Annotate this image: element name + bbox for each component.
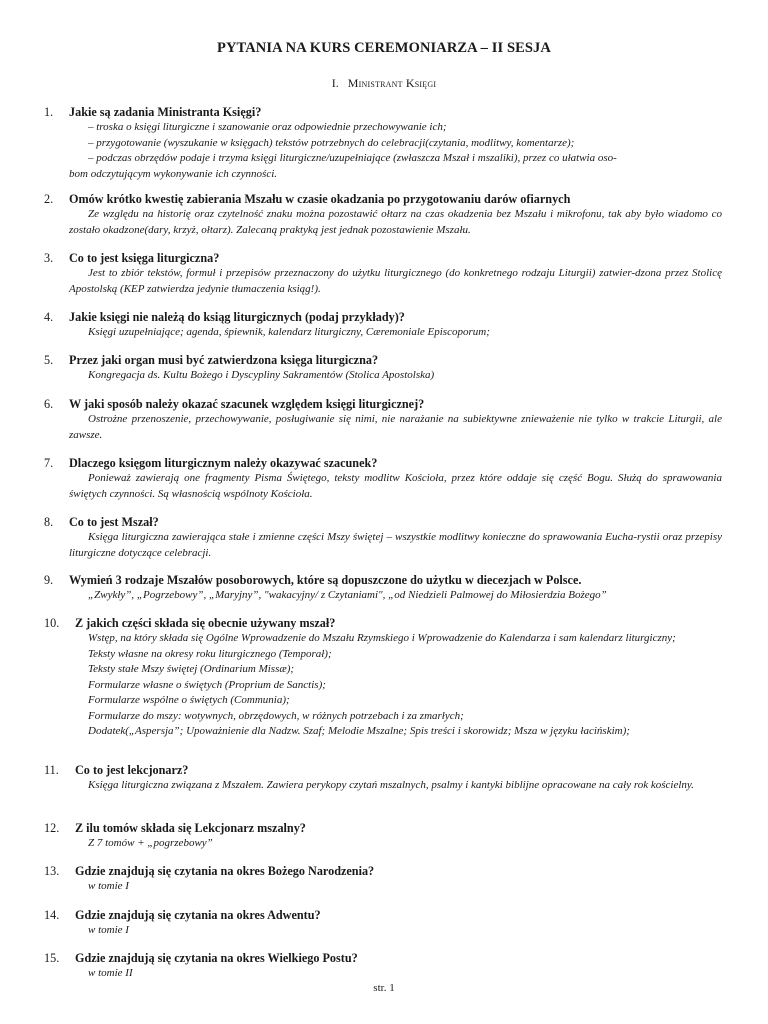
question-number: 9. [44, 573, 54, 587]
answer [44, 530, 722, 561]
question-number: 11. [44, 763, 59, 777]
answer-text: Ponieważ zawierają one fragmenty Pisma Świętego, teksty modlitw Kościoła, przez które oddaje się część Bogu. Służą do sprawowania świętych czynności. Są własnością wspólnoty Kościoła. [69, 472, 722, 500]
section-number: I. [331, 76, 339, 90]
question-number: 15. [44, 951, 60, 965]
question-number: 4. [44, 310, 54, 324]
answer-list-item: Formularze własne o świętych (Proprium de Sanctis); [88, 678, 326, 691]
answer-list-item: Dodatek(„Aspersja”; Upoważnienie dla Nadzw. Szaf; Melodie Mszalne; Spis treści i skorowidz; Msza w języku łacińskim); [88, 725, 630, 737]
section-heading [0, 76, 768, 91]
question-item [44, 352, 722, 384]
question-number: 6. [44, 397, 54, 411]
question-item [44, 572, 722, 604]
question-text: Co to jest księga liturgiczna? [69, 251, 220, 265]
question-text: Jakie są zadania Ministranta Księgi? [69, 105, 262, 119]
answer-intro: Wstęp, na który składa się Ogólne Wprowadzenie do Mszału Rzymskiego i Wprowadzenie do Kalendarza i sam kalendarz liturgiczny; [88, 632, 676, 644]
answer [44, 412, 722, 443]
answer [44, 588, 722, 604]
question-number: 1. [44, 105, 54, 119]
answer-text: Ostrożne przenoszenie, przechowywanie, posługiwanie się nimi, nie narażanie na subiektywne znieważenie nie tylko w trakcie Liturgii, ale zawsze. [69, 413, 722, 441]
document-title: PYTANIA NA KURS CEREMONIARZA – II SESJA [217, 40, 551, 56]
question-number: 12. [44, 821, 60, 835]
answer-line: – przygotowanie (wyszukanie w księgach) tekstów potrzebnych do celebracji(czytania, modlitwy, komentarze); [88, 136, 575, 149]
answer [44, 325, 722, 341]
question-text: Z ilu tomów składa się Lekcjonarz mszalny? [75, 821, 306, 835]
question-item [44, 820, 722, 852]
question-item [44, 396, 722, 443]
answer-list-item: Formularze do mszy: wotywnych, obrzędowych, w różnych potrzebach i za zmarłych; [88, 709, 464, 722]
answer [44, 778, 722, 794]
answer [44, 879, 722, 895]
answer-text: „Zwykły”, „Pogrzebowy”, „Maryjny”, "wakacyjny/ z Czytaniami", „od Niedzieli Palmowej do Miłosierdzia Bożego” [88, 589, 607, 601]
question-item [44, 104, 722, 182]
answer [44, 631, 722, 740]
answer-list-item: Teksty własne na okresy roku liturgicznego (Temporał); [88, 647, 332, 660]
answer [44, 966, 722, 982]
question-number: 14. [44, 908, 60, 922]
question-text: Co to jest lekcjonarz? [75, 763, 189, 777]
page-number: str. 1 [373, 982, 395, 994]
question-item [44, 250, 722, 297]
answer-line: – troska o księgi liturgiczne i szanowanie oraz odpowiednie przechowywanie ich; [88, 121, 447, 133]
answer-text: Z 7 tomów + „pogrzebowy” [88, 837, 213, 849]
question-text: Gdzie znajdują się czytania na okres Wielkiego Postu? [75, 951, 358, 965]
question-text: Z jakich części składa się obecnie używany mszał? [75, 616, 336, 630]
answer-text: w tomie II [88, 967, 133, 979]
answer [44, 923, 722, 939]
question-item [44, 455, 722, 502]
question-text: W jaki sposób należy okazać szacunek względem księgi liturgicznej? [69, 397, 425, 411]
question-item [44, 950, 722, 982]
question-item [44, 514, 722, 561]
question-item [44, 762, 722, 794]
question-number: 10. [44, 616, 60, 630]
answer-text: Jest to zbiór tekstów, formuł i przepisów przeznaczony do użytku liturgicznego (do konkretnego rodzaju Liturgii) zatwier-dzona przez Stolicę Apostolską (KEP zatwierdza jedynie tłumaczenia ksiąg!). [69, 267, 722, 295]
answer [44, 471, 722, 502]
answer [44, 120, 722, 182]
question-item [44, 615, 722, 740]
answer [44, 368, 722, 384]
answer [44, 207, 722, 238]
question-number: 13. [44, 864, 60, 878]
answer-list-item: Teksty stałe Mszy świętej (Ordinarium Missæ); [88, 663, 295, 675]
answer-text: w tomie I [88, 880, 129, 892]
question-text: Co to jest Mszał? [69, 515, 159, 529]
section-title: Ministrant Księgi [347, 76, 437, 90]
question-text: Gdzie znajdują się czytania na okres Bożego Narodzenia? [75, 864, 375, 878]
question-text: Jakie księgi nie należą do ksiąg liturgicznych (podaj przykłady)? [69, 310, 405, 324]
answer-text: Ze względu na historię oraz czytelność znaku można pozostawić ołtarz na czas okadzenia bez Mszału i mikrofonu, tak aby było wiadomo co zostało okadzone(dary, krzyż, ołtarz). Zalecaną praktyką jest jednak pozostawienie Mszału. [69, 208, 722, 236]
question-number: 3. [44, 251, 54, 265]
question-text: Gdzie znajdują się czytania na okres Adwentu? [75, 908, 321, 922]
answer-list-item: Formularze wspólne o świętych (Communia); [88, 694, 290, 706]
question-item [44, 863, 722, 895]
answer-line: – podczas obrzędów podaje i trzyma księgi liturgiczne/uzupełniające (zwłaszcza Mszał i mszaliki), przez co ułatwia oso- [88, 152, 617, 164]
answer-text: w tomie I [88, 924, 129, 936]
question-text: Wymień 3 rodzaje Mszałów posoborowych, które są dopuszczone do użytku w diecezjach w Polsce. [69, 573, 582, 587]
answer [44, 266, 722, 297]
question-item [44, 907, 722, 939]
answer-text: Kongregacja ds. Kultu Bożego i Dyscypliny Sakramentów (Stolica Apostolska) [88, 369, 435, 381]
question-item [44, 191, 722, 238]
question-text: Przez jaki organ musi być zatwierdzona księga liturgiczna? [69, 353, 379, 367]
question-item [44, 309, 722, 341]
answer-line: bom odczytującym wykonywanie ich czynności. [69, 167, 278, 180]
question-number: 2. [44, 192, 54, 206]
answer-text: Księga liturgiczna związana z Mszałem. Zawiera perykopy czytań mszalnych, psalmy i kantyki biblijne opracowane na cały rok kościelny. [88, 779, 694, 791]
answer-text: Księga liturgiczna zawierająca stałe i zmienne części Mszy świętej – wszystkie modlitwy konieczne do sprawowania Eucha-rystii oraz przepisy liturgiczne dotyczące celebracji. [69, 531, 722, 559]
question-number: 5. [44, 353, 54, 367]
answer [44, 836, 722, 852]
answer-text: Księgi uzupełniające; agenda, śpiewnik, kalendarz liturgiczny, Cæremoniale Episcoporum; [88, 326, 490, 338]
question-number: 7. [44, 456, 54, 470]
question-text: Dlaczego księgom liturgicznym należy okazywać szacunek? [69, 456, 378, 470]
question-text: Omów krótko kwestię zabierania Mszału w czasie okadzania po przygotowaniu darów ofiarnych [69, 192, 571, 206]
question-number: 8. [44, 515, 54, 529]
